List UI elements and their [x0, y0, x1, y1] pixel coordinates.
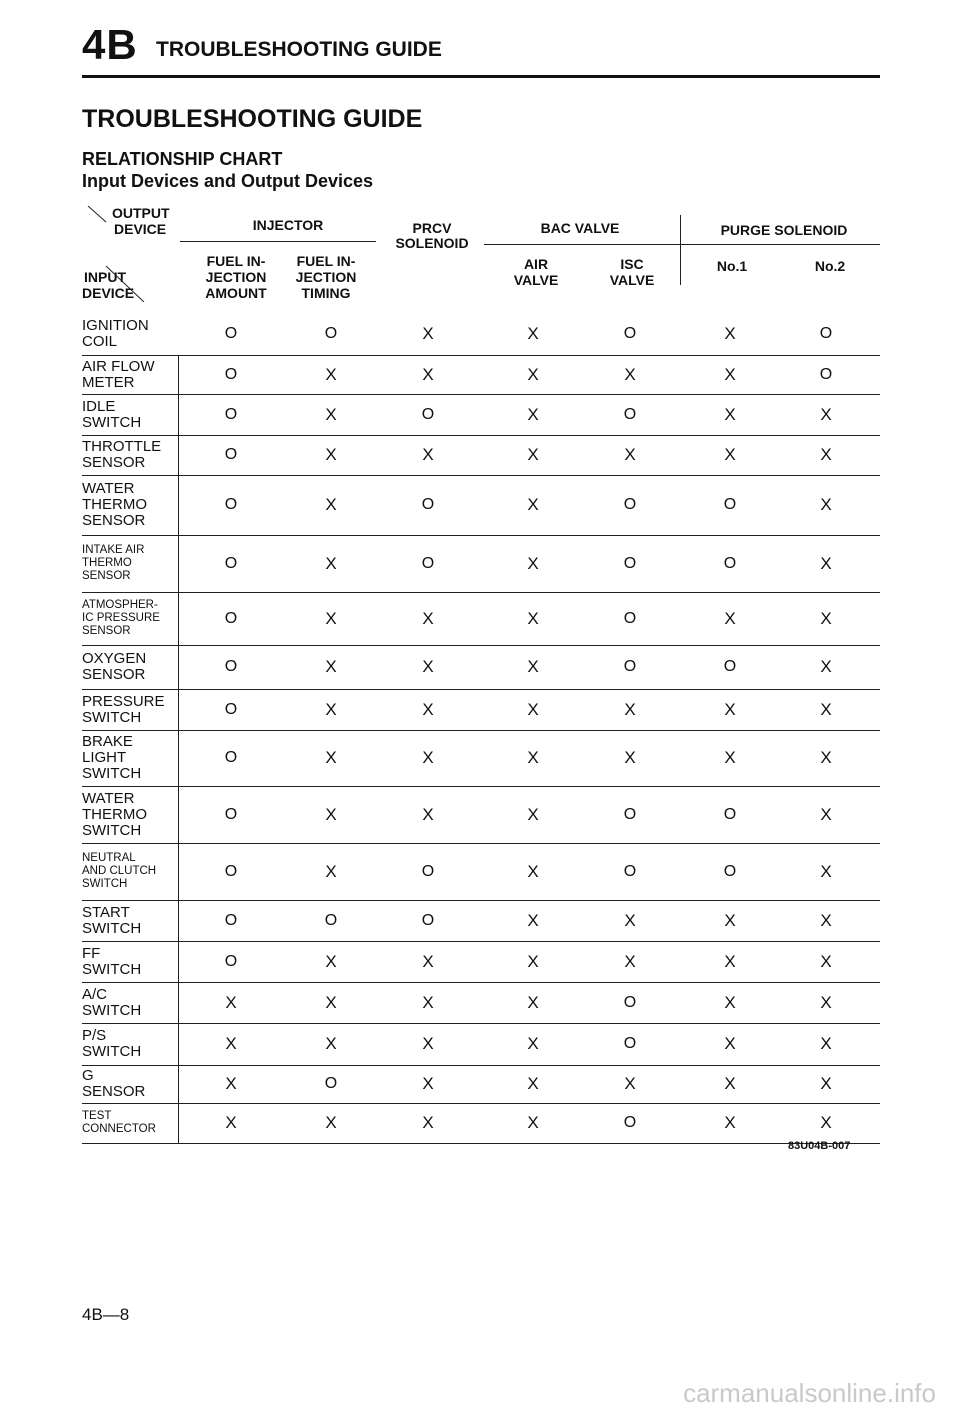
relationship-cell: O — [421, 496, 435, 513]
relationship-cell: O — [224, 749, 238, 766]
relationship-cell: X — [624, 910, 636, 930]
row-label-line: TEST — [82, 1110, 112, 1122]
relationship-cell: O — [224, 658, 238, 675]
row-label-line: SWITCH — [82, 821, 142, 839]
relationship-cell: X — [325, 748, 337, 767]
relationship-cell: X — [225, 1113, 237, 1132]
relationship-cell: O — [224, 952, 238, 970]
row-separator — [82, 982, 880, 983]
row-separator — [82, 1065, 880, 1066]
row-separator — [82, 1103, 880, 1104]
col-isc-valve-1: ISC — [620, 256, 644, 272]
row-separator — [82, 1143, 880, 1144]
header-line-injector — [180, 241, 376, 242]
relationship-cell: X — [422, 1113, 434, 1132]
row-separator — [82, 689, 880, 690]
relationship-cell: X — [527, 910, 539, 930]
relationship-cell: X — [527, 1034, 539, 1053]
relationship-cell: X — [624, 951, 636, 971]
relationship-cell: X — [624, 1074, 636, 1093]
row-label — [82, 359, 155, 391]
header-injector: INJECTOR — [252, 217, 324, 233]
relationship-cell: X — [527, 748, 539, 767]
relationship-cell: X — [422, 1034, 434, 1053]
relationship-cell: O — [723, 496, 737, 513]
row-label-line: WATER — [82, 789, 135, 807]
relationship-cell: O — [224, 554, 238, 572]
row-label-line: SWITCH — [82, 1001, 142, 1019]
relationship-cell: X — [820, 553, 832, 573]
row-label — [82, 946, 141, 978]
corner-output-label-2: DEVICE — [114, 221, 167, 237]
header-prcv: PRCV — [412, 220, 452, 236]
relationship-cell: X — [820, 1074, 832, 1093]
header-bac-valve: BAC VALVE — [540, 220, 620, 236]
relationship-cell: O — [421, 911, 435, 929]
relationship-cell: X — [724, 951, 736, 971]
relationship-cell: O — [224, 609, 238, 627]
col-purge-no2: No.2 — [814, 258, 846, 274]
relationship-cell: X — [527, 608, 539, 628]
relationship-cell: X — [325, 495, 337, 514]
row-separator — [82, 535, 880, 536]
relationship-cell: X — [724, 1034, 736, 1053]
relationship-cell: X — [527, 657, 539, 676]
col-fuel-timing-3: TIMING — [301, 285, 351, 301]
row-separator — [82, 394, 880, 395]
relationship-cell: X — [724, 364, 736, 384]
relationship-cell: X — [820, 748, 832, 767]
relationship-cell: X — [325, 1034, 337, 1053]
header-line-purge — [680, 244, 880, 245]
relationship-cell: X — [724, 608, 736, 628]
relationship-cell: X — [820, 1113, 832, 1132]
relationship-cell: X — [527, 1074, 539, 1093]
row-label — [82, 481, 147, 529]
row-separator — [82, 475, 880, 476]
page-title: TROUBLESHOOTING GUIDE — [82, 105, 423, 133]
row-separator — [82, 1023, 880, 1024]
row-separator — [82, 730, 880, 731]
row-label-line: SENSOR — [82, 666, 146, 683]
relationship-cell: X — [325, 445, 337, 464]
relationship-cell: X — [422, 364, 434, 384]
relationship-cell: X — [325, 699, 337, 719]
relationship-cell: X — [527, 1113, 539, 1132]
relationship-cell: O — [623, 554, 637, 572]
relationship-cell: X — [527, 445, 539, 464]
col-fuel-timing-2: JECTION — [295, 269, 357, 285]
watermark: carmanualsonline.info — [683, 1378, 936, 1408]
relationship-cell: O — [623, 805, 637, 823]
relationship-cell: X — [724, 1113, 736, 1132]
col-fuel-amount-2: JECTION — [205, 269, 267, 285]
figure-code: 83U04B-007 — [788, 1140, 851, 1152]
relationship-cell: X — [820, 1034, 832, 1053]
corner-diagonal — [84, 202, 180, 302]
relationship-cell: X — [624, 445, 636, 464]
relationship-cell: O — [819, 365, 833, 383]
relationship-cell: O — [723, 554, 737, 572]
relationship-cell: O — [324, 1075, 338, 1092]
relationship-cell: X — [724, 323, 736, 343]
relationship-cell: O — [224, 911, 238, 929]
relationship-cell: X — [422, 657, 434, 676]
relationship-cell: O — [421, 405, 435, 423]
row-label — [82, 439, 161, 471]
relationship-cell: X — [624, 364, 636, 384]
relationship-cell: X — [325, 657, 337, 676]
row-label — [82, 905, 141, 937]
row-label — [82, 987, 141, 1019]
relationship-cell: O — [623, 1114, 637, 1131]
relationship-cell: O — [224, 365, 238, 383]
relationship-cell: X — [820, 608, 832, 628]
relationship-cell: X — [325, 951, 337, 971]
relationship-cell: X — [820, 445, 832, 464]
row-label — [82, 599, 160, 638]
row-label-line: LIGHT — [82, 749, 127, 766]
relationship-cell: X — [527, 804, 539, 824]
relationship-cell: O — [623, 658, 637, 675]
row-label-line: SWITCH — [82, 878, 128, 890]
row-separator — [82, 843, 880, 844]
relationship-cell: X — [225, 1074, 237, 1093]
relationship-cell: O — [623, 496, 637, 513]
relationship-cell: X — [422, 699, 434, 719]
header-line-bac — [484, 244, 680, 245]
relationship-cell: O — [421, 862, 435, 880]
relationship-cell: X — [527, 992, 539, 1012]
relationship-cell: X — [325, 1113, 337, 1132]
relationship-cell: X — [325, 404, 337, 424]
row-label-line: THROTTLE — [82, 438, 162, 455]
row-label — [82, 791, 147, 839]
row-separator — [82, 435, 880, 436]
relationship-cell: X — [325, 553, 337, 573]
col-air-valve-2: VALVE — [513, 272, 559, 288]
relationship-cell: X — [724, 445, 736, 464]
row-label-line: SENSOR — [82, 454, 146, 471]
relationship-cell: X — [724, 992, 736, 1012]
col-air-valve-1: AIR — [523, 256, 549, 272]
row-label-line: ATMOSPHER- — [82, 599, 158, 611]
relationship-cell: X — [724, 748, 736, 767]
row-label — [82, 734, 141, 782]
row-label-line: SWITCH — [82, 708, 142, 726]
row-label — [82, 1028, 141, 1060]
relationship-cell: O — [623, 862, 637, 880]
row-label-line: SWITCH — [82, 765, 142, 782]
row-label-line: COIL — [82, 332, 118, 350]
relationship-cell: X — [325, 364, 337, 384]
relationship-cell: X — [527, 861, 539, 881]
row-label-line: SWITCH — [82, 1043, 142, 1060]
row-separator — [82, 355, 880, 356]
section-code: 4B — [82, 21, 138, 68]
col-fuel-amount-1: FUEL IN- — [206, 253, 266, 269]
relationship-cell: X — [325, 861, 337, 881]
relationship-cell: X — [225, 992, 237, 1012]
relationship-cell: O — [623, 609, 637, 627]
row-label-line: P/S — [82, 1027, 107, 1044]
relationship-cell: X — [820, 804, 832, 824]
relationship-cell: X — [820, 861, 832, 881]
row-separator — [82, 900, 880, 901]
row-label-line: A/C — [82, 985, 108, 1003]
row-label-line: SENSOR — [82, 512, 146, 529]
relationship-cell: X — [724, 699, 736, 719]
relationship-cell: O — [224, 496, 238, 513]
row-separator — [82, 786, 880, 787]
row-label-line: PRESSURE — [82, 692, 165, 710]
row-label-line: AND CLUTCH — [82, 865, 157, 877]
col-purge-no1: No.1 — [716, 258, 748, 274]
row-label-line: BRAKE — [82, 733, 133, 750]
row-label-line: G — [82, 1067, 94, 1084]
relationship-cell: O — [224, 446, 238, 463]
relationship-cell: O — [224, 862, 238, 880]
header-divider-purge — [680, 215, 681, 285]
row-label — [82, 318, 149, 350]
relationship-cell: O — [623, 1035, 637, 1052]
relationship-cell: X — [820, 951, 832, 971]
relationship-cell: O — [324, 324, 338, 342]
relationship-cell: X — [422, 323, 434, 343]
row-label-line: START — [82, 903, 130, 921]
relationship-cell: X — [527, 323, 539, 343]
relationship-cell: X — [325, 804, 337, 824]
row-label-line: WATER — [82, 480, 135, 497]
relationship-cell: X — [422, 608, 434, 628]
relationship-cell: X — [624, 699, 636, 719]
relationship-cell: O — [723, 805, 737, 823]
corner-output-label: OUTPUT — [112, 205, 170, 221]
row-label — [82, 1068, 145, 1100]
col-isc-valve-2: VALVE — [609, 272, 655, 288]
relationship-cell: X — [724, 404, 736, 424]
row-label-line: IC PRESSURE — [82, 612, 160, 624]
relationship-cell: X — [820, 657, 832, 676]
section-title: TROUBLESHOOTING GUIDE — [156, 38, 442, 61]
row-label-line: SENSOR — [82, 570, 131, 582]
relationship-cell: X — [527, 553, 539, 573]
relationship-cell: X — [527, 364, 539, 384]
relationship-cell: X — [422, 1074, 434, 1093]
relationship-cell: O — [224, 405, 238, 423]
row-label-line: SENSOR — [82, 625, 131, 637]
row-separator — [82, 592, 880, 593]
row-label-line: THERMO — [82, 496, 147, 513]
row-label-line: METER — [82, 373, 135, 391]
relationship-cell: O — [819, 324, 833, 342]
relationship-cell: X — [527, 404, 539, 424]
col-fuel-timing-1: FUEL IN- — [296, 253, 356, 269]
corner-input-label: INPUT — [84, 269, 126, 285]
row-label-line: IGNITION — [82, 316, 149, 334]
relationship-cell: X — [422, 804, 434, 824]
row-label-line: IDLE — [82, 397, 116, 415]
row-label-line: THERMO — [82, 557, 132, 569]
relationship-cell: X — [527, 699, 539, 719]
relationship-cell: X — [820, 992, 832, 1012]
relationship-cell: O — [224, 700, 238, 718]
relationship-cell: X — [820, 910, 832, 930]
label-column-divider — [178, 355, 179, 1143]
relationship-cell: O — [623, 405, 637, 423]
relationship-cell: X — [225, 1034, 237, 1053]
row-label — [82, 852, 156, 891]
row-label-line: INTAKE AIR — [82, 544, 145, 556]
row-label-line: SENSOR — [82, 1083, 146, 1100]
row-label-line: SWITCH — [82, 413, 142, 431]
row-label — [82, 1110, 156, 1136]
relationship-cell: O — [224, 805, 238, 823]
row-separator — [82, 645, 880, 646]
row-label-line: AIR FLOW — [82, 357, 155, 375]
page-number: 4B—8 — [82, 1305, 130, 1324]
row-label-line: OXYGEN — [82, 650, 147, 667]
relationship-cell: X — [422, 445, 434, 464]
relationship-cell: O — [623, 993, 637, 1011]
header-purge-solenoid: PURGE SOLENOID — [720, 222, 848, 238]
row-separator — [82, 941, 880, 942]
relationship-cell: O — [224, 324, 238, 342]
row-label-line: SWITCH — [82, 960, 142, 978]
chart-heading: RELATIONSHIP CHART — [82, 149, 283, 169]
relationship-cell: O — [421, 554, 435, 572]
relationship-cell: O — [723, 658, 737, 675]
relationship-cell: O — [723, 862, 737, 880]
relationship-cell: X — [820, 495, 832, 514]
row-label — [82, 651, 146, 683]
row-label — [82, 694, 165, 726]
row-label — [82, 399, 141, 431]
relationship-cell: X — [325, 608, 337, 628]
header-prcv-solenoid: SOLENOID — [395, 235, 469, 251]
row-label-line: THERMO — [82, 805, 147, 823]
relationship-cell: X — [820, 404, 832, 424]
corner-input-label-2: DEVICE — [82, 285, 135, 301]
relationship-cell: X — [724, 910, 736, 930]
relationship-cell: X — [820, 699, 832, 719]
row-label-line: SWITCH — [82, 919, 142, 937]
relationship-cell: X — [724, 1074, 736, 1093]
col-fuel-amount-3: AMOUNT — [205, 285, 267, 301]
relationship-cell: O — [324, 911, 338, 929]
row-label — [82, 544, 144, 583]
relationship-cell: X — [527, 495, 539, 514]
relationship-cell: O — [623, 324, 637, 342]
relationship-cell: X — [422, 951, 434, 971]
row-label-line: NEUTRAL — [82, 852, 136, 864]
chart-subheading: Input Devices and Output Devices — [82, 171, 374, 191]
relationship-cell: X — [624, 748, 636, 767]
row-label-line: FF — [82, 944, 101, 962]
relationship-cell: X — [527, 951, 539, 971]
row-label-line: CONNECTOR — [82, 1123, 156, 1135]
relationship-cell: X — [422, 748, 434, 767]
relationship-cell: X — [325, 992, 337, 1012]
relationship-cell: X — [422, 992, 434, 1012]
